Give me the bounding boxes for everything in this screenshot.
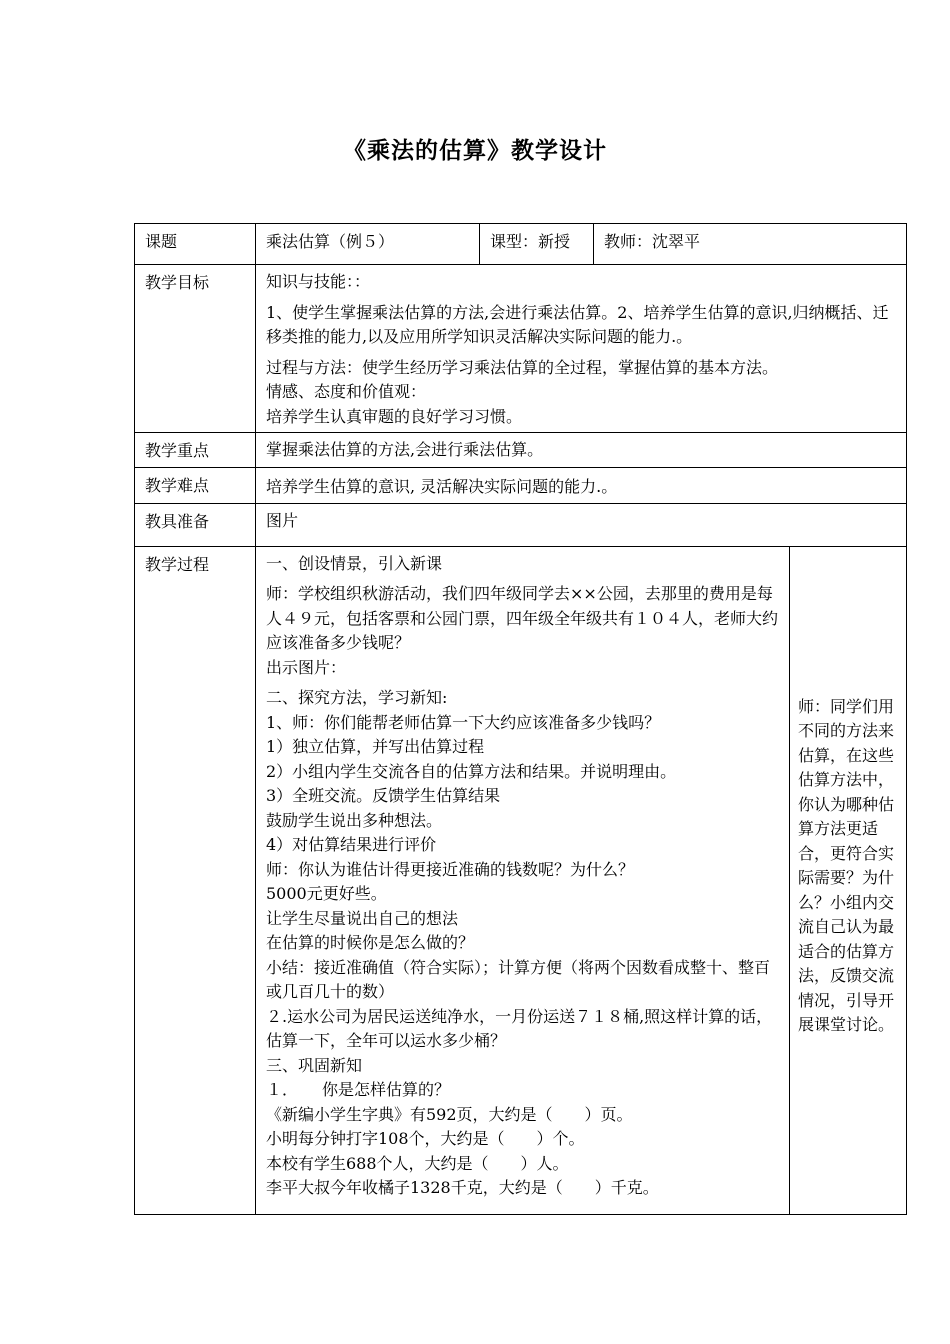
process-label: 教学过程 bbox=[135, 546, 256, 1214]
process-line: 2）小组内学生交流各自的估算方法和结果。并说明理由。 bbox=[266, 761, 677, 781]
key-point-label: 教学重点 bbox=[135, 433, 256, 468]
teacher-name: 教师：沈翠平 bbox=[594, 224, 907, 265]
process-line: 让学生尽量说出自己的想法 bbox=[266, 908, 459, 928]
key-point-text: 掌握乘法估算的方法,会进行乘法估算。 bbox=[256, 433, 907, 468]
goals-line: 知识与技能：： bbox=[266, 272, 371, 291]
process-line: 本校有学生688个人，大约是（ ）人。 bbox=[266, 1153, 569, 1173]
goals-label: 教学目标 bbox=[135, 265, 256, 433]
process-line: 3）全班交流。反馈学生估算结果 bbox=[266, 786, 501, 805]
process-line: 鼓励学生说出多种想法。 bbox=[266, 810, 443, 830]
topic-value: 乘法估算（例５） bbox=[256, 224, 480, 265]
difficulty-label: 教学难点 bbox=[135, 467, 256, 503]
materials-text: 图片 bbox=[256, 503, 907, 546]
process-line: ２.运水公司为居民运送纯净水，一月份运送７１８桶,照这样计算的话，估算一下，全年可以运水多少桶？ bbox=[266, 1006, 773, 1050]
goals-content bbox=[256, 265, 907, 433]
process-line: 二、探究方法，学习新知: bbox=[266, 688, 448, 707]
materials-row bbox=[135, 503, 907, 546]
process-line: 三、巩固新知 bbox=[266, 1055, 363, 1075]
goals-line: 1、使学生掌握乘法估算的方法,会进行乘法估算。2、培养学生估算的意识,归纳概括、迁移类推的能力,以及应用所学知识灵活解决实际问题的能力.。 bbox=[266, 302, 889, 346]
process-line: 小明每分钟打字108个，大约是（ ）个。 bbox=[266, 1129, 585, 1148]
page-title: 《乘法的估算》教学设计 bbox=[343, 137, 607, 164]
topic-label: 课题 bbox=[135, 224, 256, 265]
process-note: 师：同学们用不同的方法来估算，在这些估算方法中，你认为哪种估算方法更适合，更符合实际需要？为什么？小组内交流自己认为最适合的估算方法，反馈交流情况，引导开展课堂讨论。 bbox=[790, 546, 907, 1214]
process-line: 5000元更好些。 bbox=[266, 884, 387, 903]
goals-line: 过程与方法：使学生经历学习乘法估算的全过程，掌握估算的基本方法。 bbox=[266, 357, 779, 377]
process-row bbox=[135, 546, 907, 1214]
process-line: 出示图片： bbox=[266, 657, 347, 677]
difficulty-row bbox=[135, 467, 907, 503]
process-line: 小结：接近准确值（符合实际）；计算方便（将两个因数看成整十、整百或几百几十的数） bbox=[266, 957, 771, 1001]
process-line: １． 你是怎样估算的？ bbox=[266, 1080, 451, 1099]
lesson-plan-table bbox=[134, 223, 907, 1215]
process-line: 1、师：你们能帮老师估算一下大约应该准备多少钱吗？ bbox=[266, 712, 661, 732]
key-point-row bbox=[135, 433, 907, 468]
process-line: 师：学校组织秋游活动，我们四年级同学去××公园，去那里的费用是每人４９元，包括客票和公园门票，四年级全年级共有１０４人，老师大约应该准备多少钱呢？ bbox=[266, 584, 779, 652]
process-line: 李平大叔今年收橘子1328千克，大约是（ ）千克。 bbox=[266, 1178, 659, 1197]
process-line: 《新编小学生字典》有592页，大约是（ ）页。 bbox=[266, 1104, 633, 1124]
process-line: 在估算的时候你是怎么做的？ bbox=[266, 933, 475, 952]
process-content bbox=[256, 546, 790, 1214]
goals-line: 情感、态度和价值观： bbox=[266, 382, 427, 401]
materials-label: 教具准备 bbox=[135, 503, 256, 546]
process-line: 一、创设情景，引入新课 bbox=[266, 553, 443, 573]
process-line: 师：你认为谁估计得更接近准确的钱数呢？为什么？ bbox=[266, 859, 635, 879]
lesson-type: 课型：新授 bbox=[480, 224, 594, 265]
header-row bbox=[135, 224, 907, 265]
process-line: 4）对估算结果进行评价 bbox=[266, 835, 437, 854]
goals-line: 培养学生认真审题的良好学习习惯。 bbox=[266, 406, 523, 426]
difficulty-text: 培养学生估算的意识, 灵活解决实际问题的能力.。 bbox=[256, 467, 907, 503]
process-line: 1）独立估算，并写出估算过程 bbox=[266, 737, 485, 756]
goals-row bbox=[135, 265, 907, 433]
